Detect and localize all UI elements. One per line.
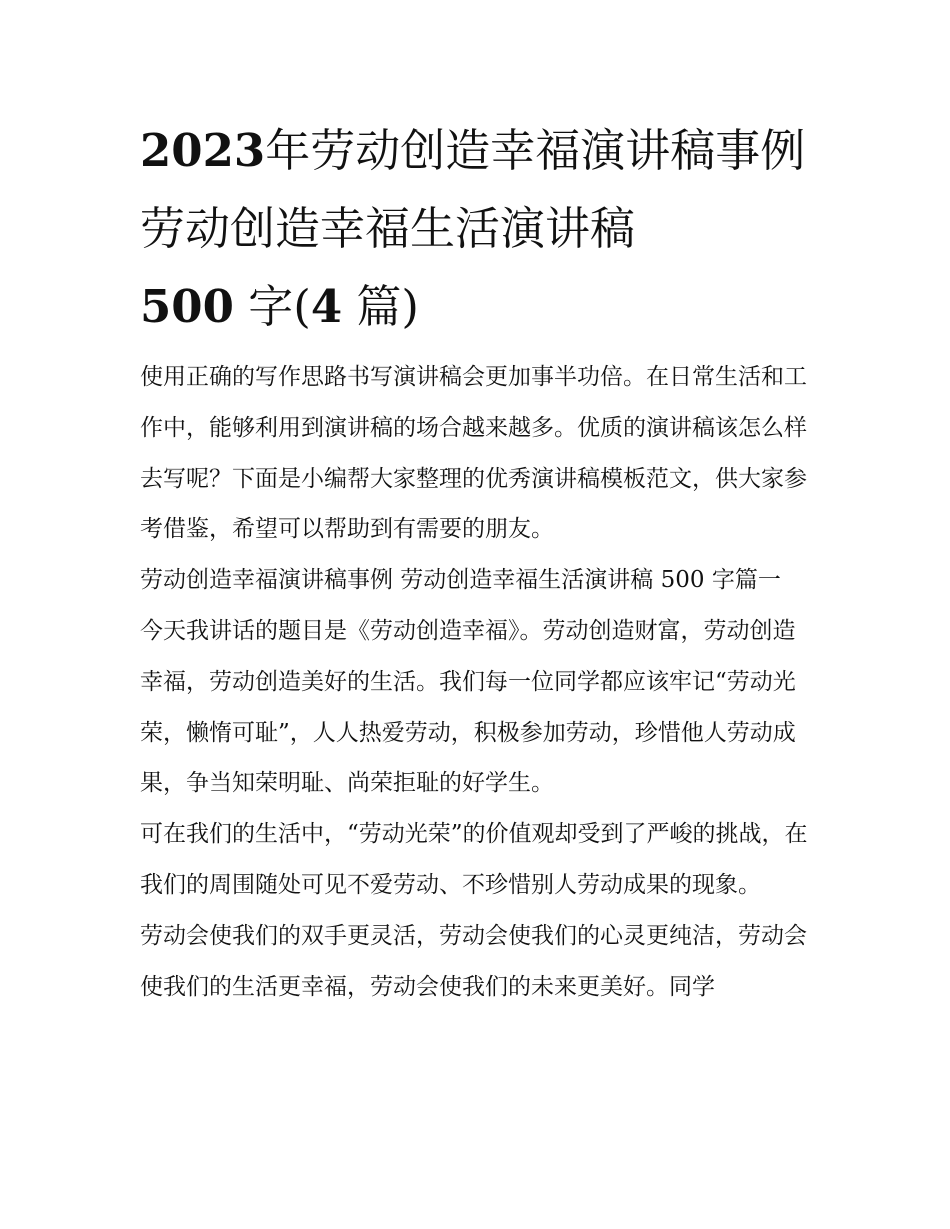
title-main: 年劳动创造幸福演讲稿事例 劳动创造幸福生活演讲稿: [140, 124, 806, 255]
document-page: [140, 112, 812, 1012]
body-paragraph: 劳动会使我们的双手更灵活，劳动会使我们的心灵更纯洁，劳动会使我们的生活更幸福，劳动会使我们的未来更美好。同学: [140, 922, 807, 1000]
intro-paragraph: 使用正确的写作思路书写演讲稿会更加事半功倍。在日常生活和工作中，能够利用到演讲稿的场合越来越多。优质的演讲稿该怎么样去写呢？下面是小编帮大家整理的优秀演讲稿模板范文，供大家参考借鉴，希望可以帮助到有需要的朋友。: [140, 364, 807, 543]
body-paragraph: 可在我们的生活中，“劳动光荣”的价值观却受到了严峻的挑战，在我们的周围随处可见不爱劳动、不珍惜别人劳动成果的现象。: [140, 821, 808, 898]
title-parts-number: 4: [310, 280, 343, 333]
title-unit: 字(: [233, 280, 311, 333]
title-parts-suffix: 篇): [342, 280, 419, 333]
title-count: 500: [140, 280, 234, 333]
title-year: 2023: [140, 124, 266, 177]
section-heading: 劳动创造幸福演讲稿事例 劳动创造幸福生活演讲稿 500 字篇一: [140, 567, 781, 594]
document-title: [140, 112, 812, 346]
document-body: [140, 352, 812, 1012]
body-paragraph: 今天我讲话的题目是《劳动创造幸福》。劳动创造财富，劳动创造幸福，劳动创造美好的生活。我们每一位同学都应该牢记“劳动光荣，懒惰可耻”，人人热爱劳动，积极参加劳动，珍惜他人劳动成果，争当知荣明耻、尚荣拒耻的好学生。: [140, 617, 796, 797]
